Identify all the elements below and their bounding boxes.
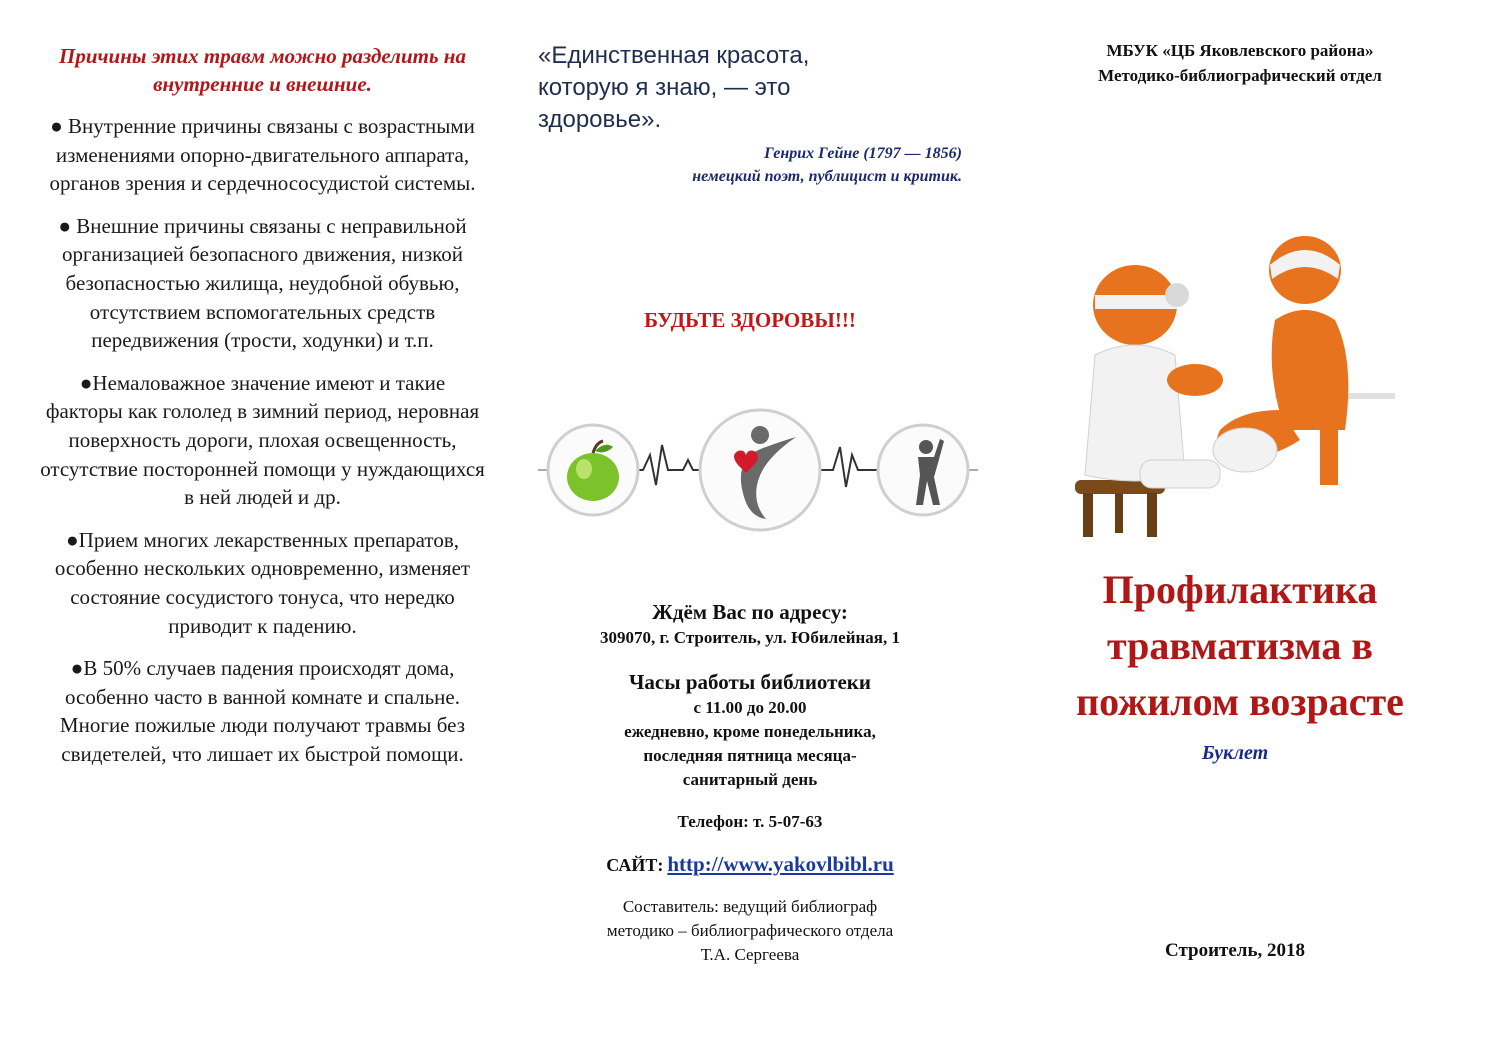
contact-block	[520, 598, 980, 967]
left-panel	[40, 0, 485, 1058]
site-line	[520, 852, 980, 877]
cause-paragraph-factors: ●Немаловажное значение имеют и такие факторы как гололед в зимний период, неровная поверхность дороги, плохая освещенность, отсутствие посторонней помощи у нуждающихся в ней людей и др.	[40, 370, 485, 510]
org-department: Методико-библиографический отдел	[1098, 66, 1382, 85]
cause-paragraph-internal: ● Внутренние причины связаны с возрастными изменениями опорно-двигательного аппарата, органов зрения и сердечнососудистой системы.	[49, 114, 476, 196]
apple-icon	[548, 425, 638, 515]
footer-city-year: Строитель, 2018	[1164, 940, 1306, 961]
cause-paragraph-home: ●В 50% случаев падения происходят дома, особенно часто в ванной комнате и спальне. Многие пожилые люди получают травмы без свидетелей, что лишает их быстрой помощи.	[59, 656, 466, 766]
causes-heading: Причины этих травм можно разделить на внутренние и внешние.	[59, 44, 466, 96]
org-name: МБУК «ЦБ Яковлевского района»	[1106, 41, 1374, 60]
compiler-line-2: методико – библиографического отдела	[606, 921, 894, 940]
middle-panel	[520, 0, 990, 1058]
address-heading: Ждём Вас по адресу:	[652, 600, 848, 624]
hours-sanitary-day: санитарный день	[682, 770, 818, 789]
title-line-2: травматизма в	[1106, 623, 1373, 668]
hours-days: ежедневно, кроме понедельника,	[624, 722, 876, 741]
exercise-person-icon	[878, 425, 968, 515]
phone-text: Телефон: т. 5-07-63	[677, 812, 823, 831]
booklet-title	[1020, 562, 1460, 730]
cause-paragraph-medication: ●Прием многих лекарственных препаратов, особенно нескольких одновременно, изменяет состояние сосудистого тонуса, что нередко приводит к падению.	[54, 527, 471, 638]
site-link[interactable]: http://www.yakovlbibl.ru	[667, 852, 894, 876]
health-graphic	[538, 385, 978, 560]
quote-author	[520, 142, 962, 188]
quote-author-name: Генрих Гейне (1797 — 1856)	[764, 145, 962, 162]
organization	[1020, 38, 1460, 88]
title-line-1: Профилактика	[1102, 567, 1378, 612]
heart-person-icon	[700, 410, 820, 530]
cause-paragraph-external: ● Внешние причины связаны с неправильной организацией безопасного движения, низкой безопасностью жилища, неудобной обувью, отсутствием вспомогательных средств передвижения (трости, ходунки) и т.п.	[58, 213, 467, 353]
hours-heading: Часы работы библиотеки	[629, 670, 871, 694]
compiler-line-1: Составитель: ведущий библиограф	[622, 897, 878, 916]
hours-time: с 11.00 до 20.00	[693, 698, 807, 717]
compiler-name: Т.А. Сергеева	[700, 945, 800, 964]
quote-author-desc: немецкий поэт, публицист и критик.	[692, 168, 962, 185]
address-text: 309070, г. Строитель, ул. Юбилейная, 1	[599, 628, 900, 647]
site-label: САЙТ:	[606, 855, 664, 875]
booklet-subtitle: Буклет	[1201, 742, 1269, 764]
be-healthy-slogan: БУДЬТЕ ЗДОРОВЫ!!!	[644, 308, 856, 332]
quote-text: «Единственная красота, которую я знаю, — это здоровье».	[538, 42, 810, 133]
hours-sanitary: последняя пятница месяца-	[643, 746, 857, 765]
right-panel	[1020, 0, 1460, 1058]
title-line-3: пожилом возрасте	[1076, 679, 1404, 724]
doctor-patient-illustration	[1065, 225, 1395, 545]
